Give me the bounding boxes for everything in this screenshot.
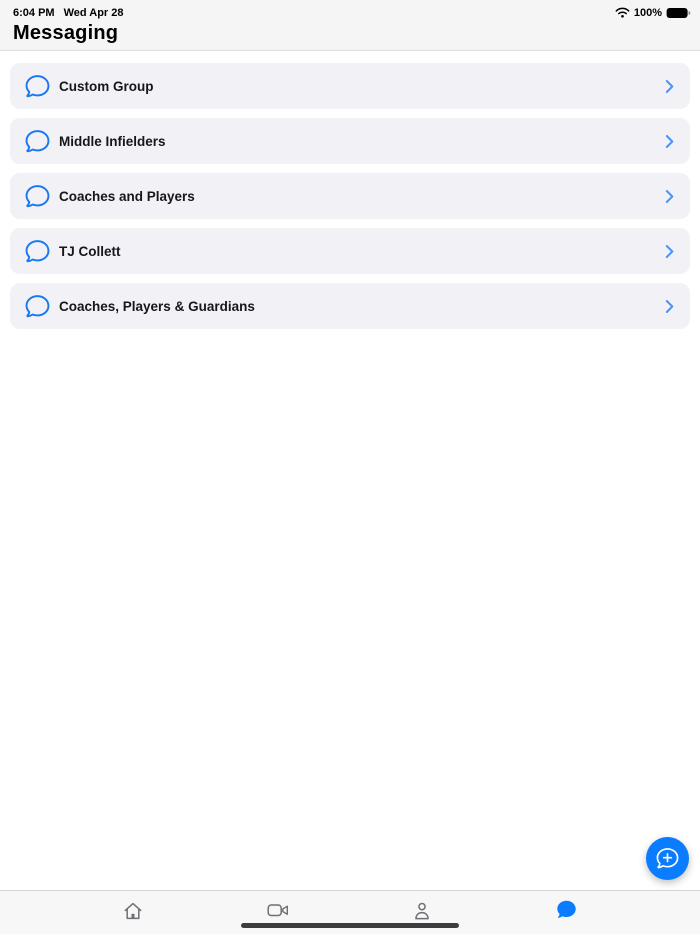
battery-icon	[666, 7, 691, 19]
group-name: Custom Group	[59, 78, 154, 94]
home-icon	[121, 899, 145, 923]
group-row-coaches-and-players[interactable]	[10, 173, 690, 219]
group-row-middle-infielders[interactable]	[10, 118, 690, 164]
wifi-icon	[615, 7, 630, 18]
chat-bubble-icon	[24, 74, 51, 99]
group-name: TJ Collett	[59, 243, 121, 259]
top-chrome	[0, 0, 700, 51]
person-icon	[410, 899, 434, 923]
new-message-button[interactable]	[646, 837, 689, 880]
chevron-right-icon	[665, 79, 674, 94]
chat-bubble-icon	[24, 129, 51, 154]
status-time: 6:04 PM	[13, 6, 55, 19]
page-title: Messaging	[13, 22, 119, 44]
battery-percent: 100%	[633, 6, 662, 19]
video-camera-icon	[266, 899, 290, 923]
chevron-right-icon	[665, 189, 674, 204]
status-bar	[0, 0, 700, 20]
group-row-custom-group[interactable]	[10, 63, 690, 109]
status-right	[615, 2, 691, 19]
group-name: Coaches and Players	[59, 188, 195, 204]
messaging-group-list	[0, 52, 700, 338]
chat-bubble-filled-icon	[555, 899, 578, 920]
status-date: Wed Apr 28	[63, 6, 124, 19]
tab-messaging[interactable]	[495, 891, 640, 934]
new-message-icon	[655, 847, 680, 870]
chevron-right-icon	[665, 244, 674, 259]
group-row-tj-collett[interactable]	[10, 228, 690, 274]
tab-home[interactable]	[61, 891, 206, 934]
group-name: Coaches, Players & Guardians	[59, 298, 255, 314]
group-name: Middle Infielders	[59, 133, 166, 149]
status-left	[13, 2, 123, 19]
chat-bubble-icon	[24, 184, 51, 209]
home-indicator[interactable]	[241, 923, 459, 928]
chevron-right-icon	[665, 299, 674, 314]
chat-bubble-icon	[24, 294, 51, 319]
chat-bubble-icon	[24, 239, 51, 264]
group-row-coaches-players-guardians[interactable]	[10, 283, 690, 329]
chevron-right-icon	[665, 134, 674, 149]
